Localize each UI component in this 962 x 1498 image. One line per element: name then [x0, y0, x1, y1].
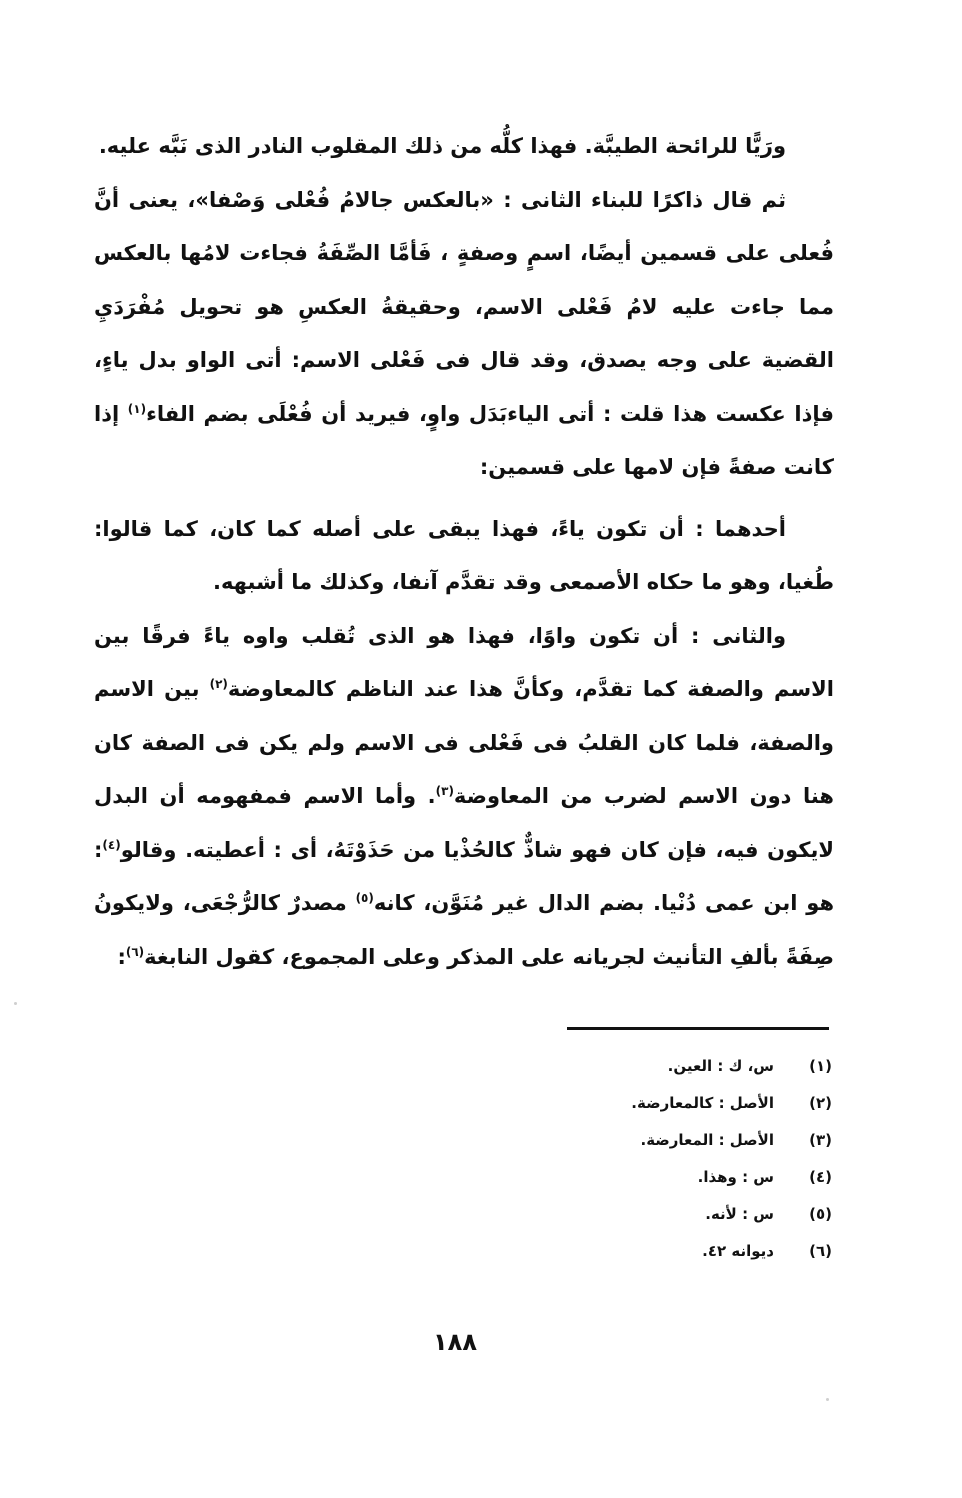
paragraph-2	[94, 174, 834, 495]
paragraph-4-part-d: : هو ابن عمى دُنْيا. بضم الدال غير مُنَوَّن، كانه	[94, 837, 835, 915]
footnote-number: (٣)	[809, 1130, 832, 1149]
footnote-text: ديوانه ٤٢.	[702, 1241, 774, 1260]
paragraph-2-tail: إذا كانت صفةً فإن لامها على قسمين:	[94, 401, 834, 479]
footnote-item	[412, 1195, 832, 1232]
footnotes	[412, 1047, 832, 1269]
footnote-ref-1[interactable]: (١)	[127, 401, 147, 416]
footnote-item	[412, 1158, 832, 1195]
footnote-text: الأصل : كالمعارضة.	[631, 1093, 774, 1112]
paragraph-4-part-c: . وأما الاسم فمفهومه أن البدل لايكون فيه، فإن كان فهو شاذٌّ كالحُذْيا من حَذَوْتَهُ، أى : أعطيته. وقالو	[94, 784, 834, 862]
footnote-number: (١)	[809, 1056, 832, 1075]
page-number: ١٨٨	[433, 1328, 477, 1356]
main-text	[94, 120, 834, 984]
footnote-text: س : لأنه.	[705, 1204, 774, 1223]
footnote-ref-4[interactable]: (٤)	[102, 837, 121, 852]
footnote-number: (٢)	[809, 1093, 832, 1112]
footnote-item	[412, 1084, 832, 1121]
footnote-item	[412, 1121, 832, 1158]
footnote-text: الأصل : المعارضة.	[640, 1130, 774, 1149]
paragraph-4-part-a: والثانى : أن تكون واوًا، فهذا هو الذى تُقلب واوه ياءً فرقًا بين الاسم والصفة كما تقدَّم، وكأنَّ هذا عند الناظم كالمعاوضة	[94, 623, 834, 701]
footnote-text: س، ك : العين.	[667, 1056, 774, 1075]
paragraph-4	[94, 610, 834, 985]
paragraph-4-part-b: بين الاسم والصفة، فلما كان القلبُ فى فَعْلى فى الاسم ولم يكن فى الصفة كان هنا دون الاسم لضرب من المعاوضة	[94, 677, 834, 808]
paragraph-4-part-f: :	[117, 944, 126, 969]
footnote-ref-5[interactable]: (٥)	[355, 891, 374, 905]
paragraph-3	[94, 503, 834, 610]
footnote-separator	[567, 1027, 829, 1030]
paragraph-1	[94, 120, 834, 174]
footnote-ref-6[interactable]: (٦)	[125, 944, 145, 959]
paragraph-3-text: أحدهما : أن تكون ياءً، فهذا يبقى على أصله كما كان، كما قالوا: طُغيا، وهو ما حكاه الأصمعى وقد تقدَّم آنفا، وكذلك ما أشبهه.	[94, 516, 834, 594]
footnote-number: (٥)	[809, 1204, 832, 1223]
footnote-text: س : وهذا.	[697, 1167, 774, 1186]
scan-speck	[14, 1002, 17, 1005]
footnote-item	[412, 1232, 832, 1269]
footnote-ref-2[interactable]: (٢)	[209, 677, 228, 691]
footnote-number: (٤)	[809, 1167, 832, 1186]
footnote-number: (٦)	[809, 1241, 832, 1260]
footnote-ref-3[interactable]: (٣)	[435, 784, 454, 798]
paragraph-2-text: ثم قال ذاكرًا للبناء الثانى : «بالعكس جالامُ فُعْلى وَصْفا»، يعنى أنَّ فُعلى على قسمين أيضًا، اسمٍ وصفةٍ ، فَأمَّا الصِّفَةُ فجاءت لامُها بالعكس مما جاءت عليه لامُ فَعْلى الاسم، وحقيقةُ العكسِ هو تحويل مُفْرَدَيِ القضية على وجه يصدق، وقد قال فى فَعْلى الاسم: أتى الواو بدل ياءٍ، فإذا عكست هذا قلت : أتى الياءبَدَل واوٍ، فيريد أن فُعْلَى بضم الفاء	[94, 187, 835, 426]
footnote-item	[412, 1047, 832, 1084]
paragraph-4-part-e: مصدرٌ كالرُّجْعَى، ولايكونُ صِفَةً بألفِ التأنيث لجريانه على المذكر وعلى المجموع، كقول النابغة	[94, 891, 834, 969]
scan-speck	[826, 1398, 829, 1401]
paragraph-1-text: ورَيًّا للرائحة الطيبَّة. فهذا كلُّه من ذلك المقلوب النادر الذى نَبَّه عليه.	[98, 134, 786, 158]
